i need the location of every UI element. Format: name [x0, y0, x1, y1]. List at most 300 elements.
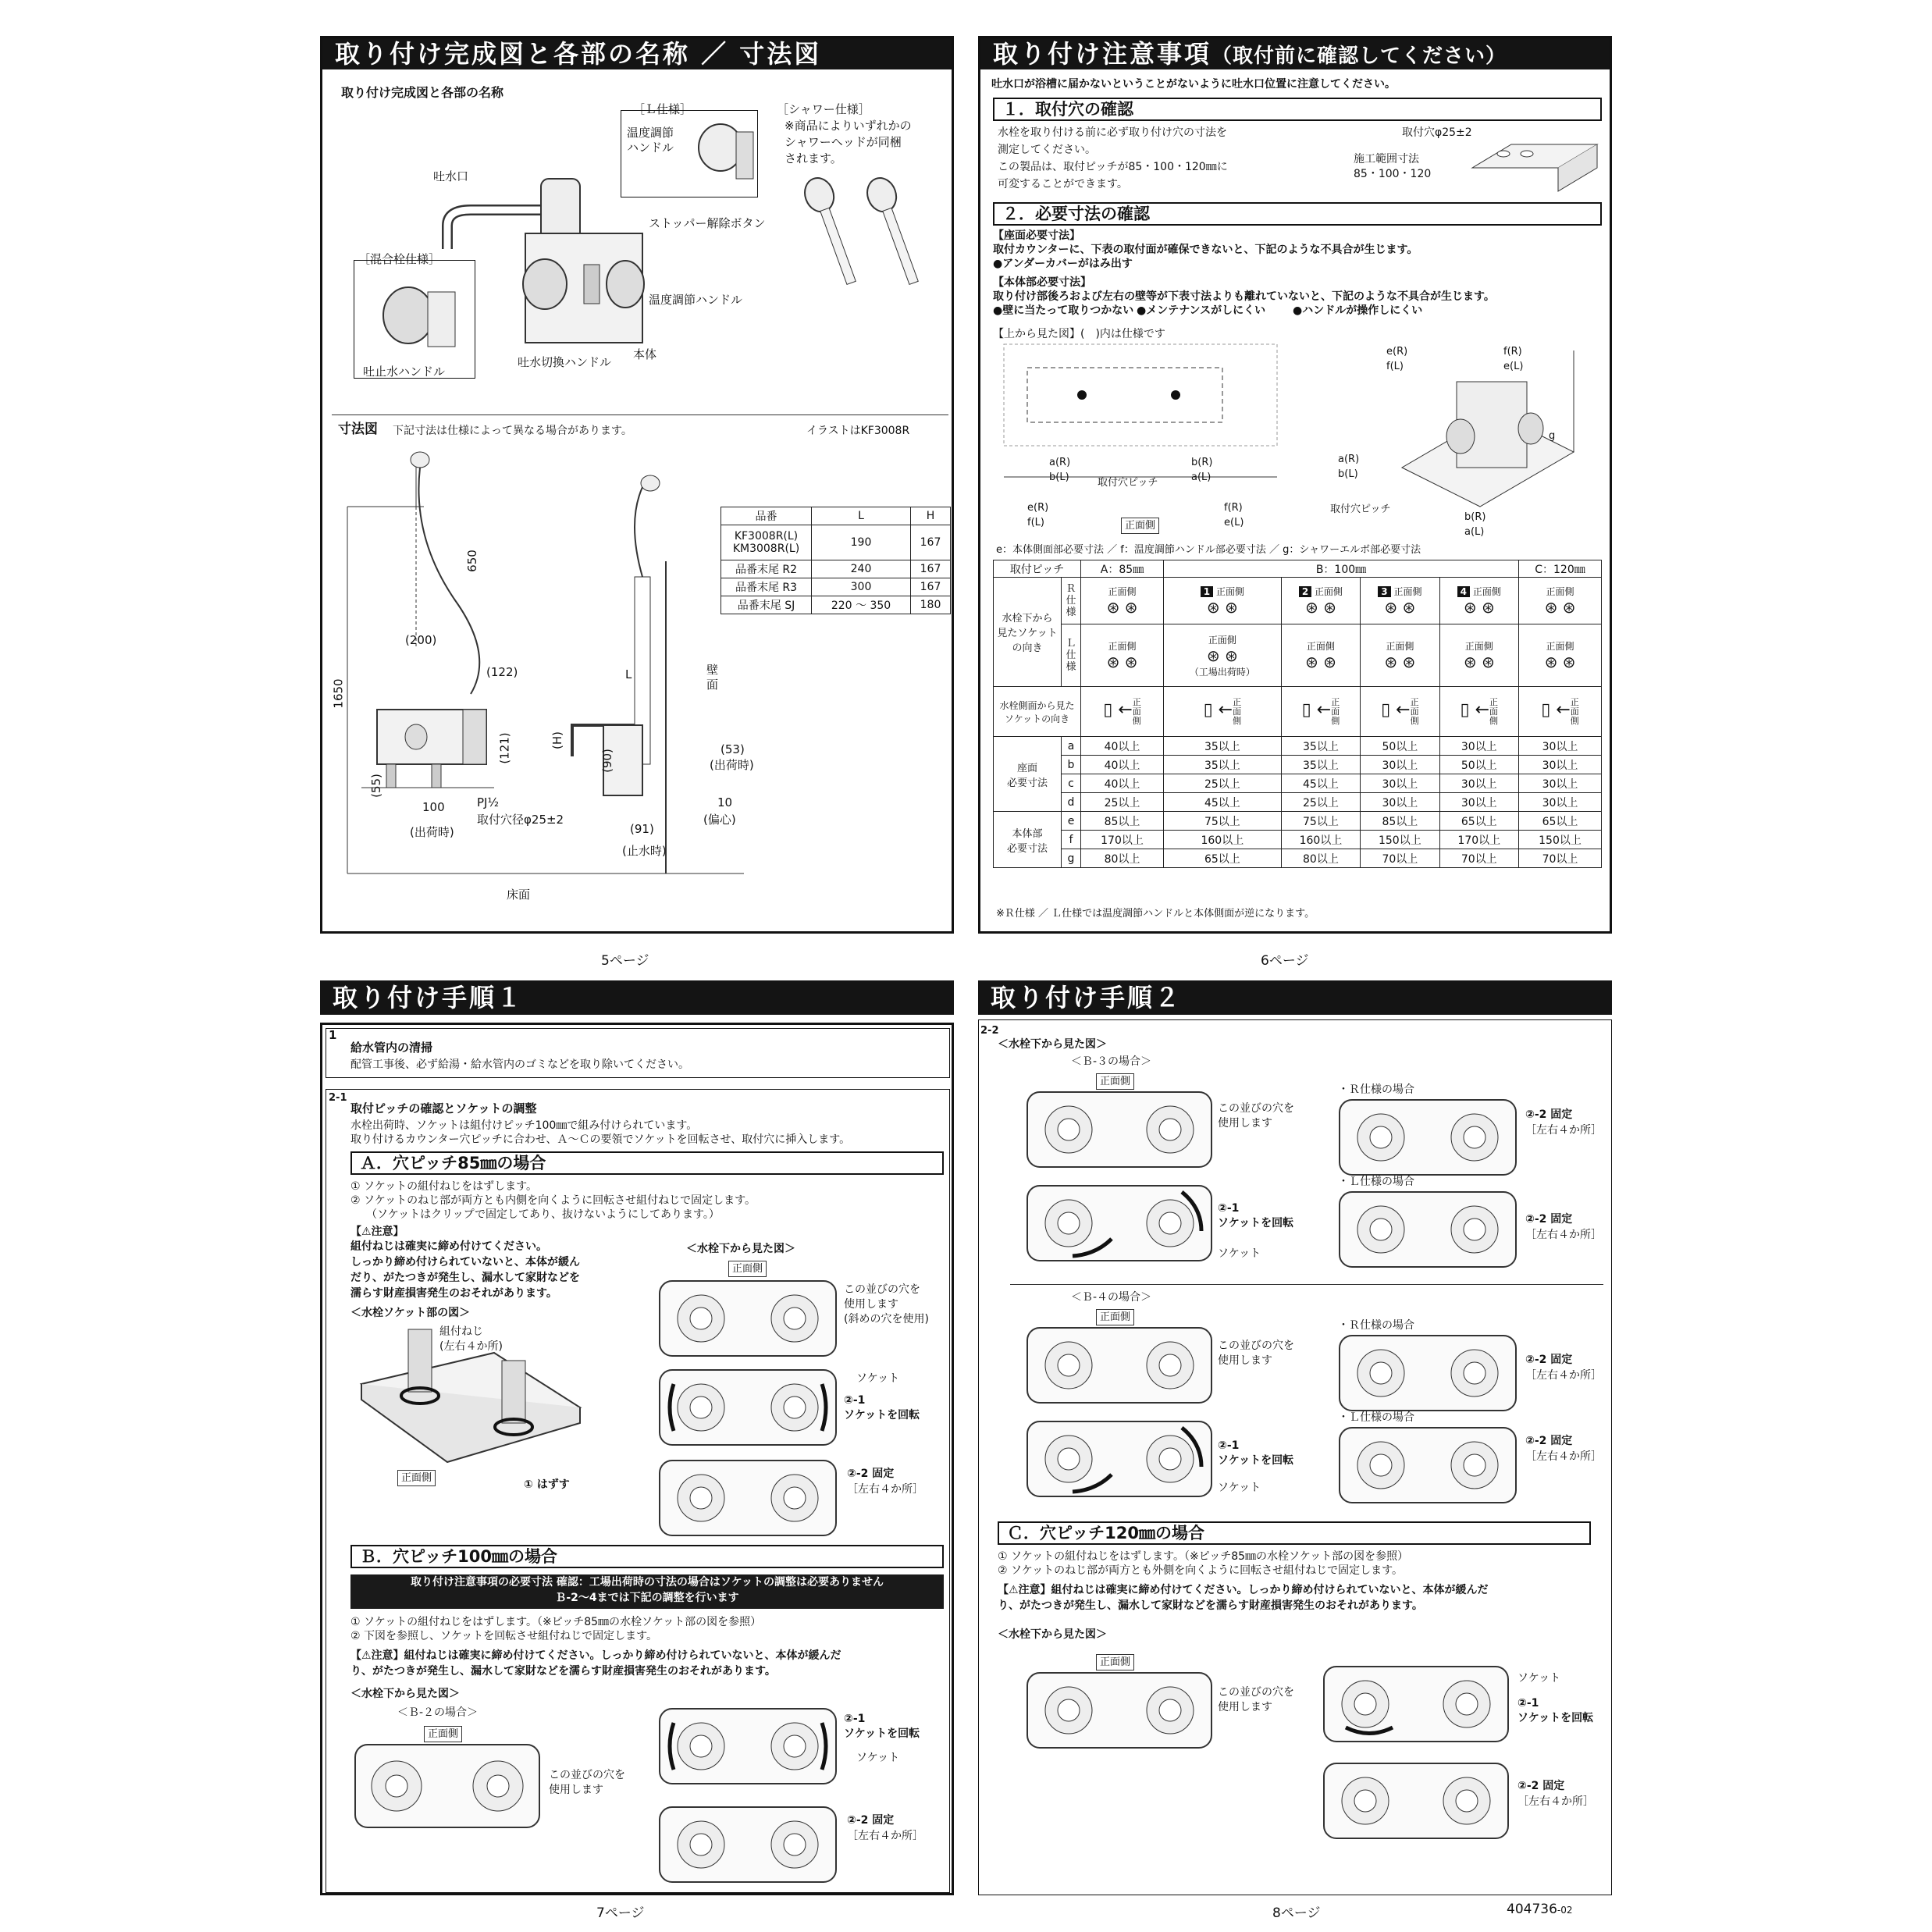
dim-stop: (止水時): [622, 844, 667, 858]
table-cell: 167: [911, 525, 951, 560]
dim-L: L: [625, 667, 632, 681]
row-value: 85以上: [1361, 812, 1439, 831]
mix-handle-illustration: [369, 272, 463, 358]
socket-plate-b3: [658, 1806, 838, 1884]
cell-front: 正面側: [1306, 641, 1335, 652]
cell-b2-l: [1281, 624, 1360, 687]
front-label: 正面側: [1096, 1309, 1134, 1325]
under-view-label: ＜水栓下から見た図＞: [998, 1038, 1107, 1051]
temp-handle-label: 温度調節ハンドル: [649, 293, 743, 307]
cell-c-l: [1519, 624, 1602, 687]
l-spec-label: ［Ｌ仕様］: [633, 102, 692, 116]
front-label: 正面側: [1096, 1654, 1134, 1670]
socket-label-2: ソケット: [856, 1752, 900, 1764]
socket-plate-c3: [1322, 1762, 1510, 1840]
row-value: 35以上: [1164, 756, 1282, 774]
row-value: 70以上: [1361, 849, 1439, 868]
side-cell: ▯ ←正 面 側: [1361, 687, 1439, 737]
fix-sub-label-2: ［左右４か所］: [847, 1830, 923, 1842]
row-key: g: [1062, 849, 1081, 868]
step-2-num: 2-1: [329, 1092, 347, 1104]
dim-ship-2: (出荷時): [710, 758, 754, 772]
r-case-label-b4: ・Ｒ仕様の場合: [1338, 1319, 1414, 1332]
remove-label: ① はずす: [524, 1478, 570, 1491]
step-2-text-2: 取り付けるカウンター穴ピッチに合わせ、Ａ〜Ｃの要領でソケットを回転させ、取付穴に挿入します。: [350, 1133, 851, 1146]
socket-icon: ⊛ ⊛: [1544, 598, 1576, 617]
step-2-text-1: 水栓出荷時、ソケットは組付けピッチ100㎜で組み付けられています。: [350, 1119, 698, 1132]
row-value: 30以上: [1519, 756, 1602, 774]
rotate-label-2: ②-1 ソケットを回転: [844, 1713, 920, 1740]
dim-100: 100: [422, 800, 445, 814]
row-value: 85以上: [1081, 812, 1164, 831]
cell-front: 正面側: [1315, 586, 1343, 597]
dim-g: g: [1549, 430, 1556, 442]
socket-plate-b3-1: [1026, 1091, 1213, 1169]
step-1-text: 配管工事後、必ず給湯・給水管内のゴミなどを取り除いてください。: [350, 1059, 689, 1071]
row-value: 75以上: [1164, 812, 1282, 831]
front-label: 正面側: [397, 1470, 436, 1486]
row-value: 80以上: [1281, 849, 1360, 868]
th-pitch: 取付ピッチ: [994, 560, 1081, 578]
row-value: 35以上: [1164, 737, 1282, 756]
socket-plate-b3-l: [1338, 1190, 1517, 1268]
b2-case-label: ＜Ｂ-２の場合＞: [397, 1706, 479, 1719]
row-value: 30以上: [1361, 756, 1439, 774]
cell-b3-l: [1361, 624, 1439, 687]
b3-case-label: ＜Ｂ-３の場合＞: [1071, 1055, 1152, 1068]
dim-ship-1: (出荷時): [410, 825, 454, 839]
c-caution: 【⚠注意】組付ねじは確実に締め付けてください。しっかり締め付けられていないと、本体が緩んだ り、がたつきが発生し、漏水して家財などを濡らす財産損害発生のおそれがあります。: [998, 1584, 1489, 1612]
row-value: 30以上: [1519, 793, 1602, 812]
socket-icon: ⊛ ⊛: [1463, 653, 1495, 671]
row-key: a: [1062, 737, 1081, 756]
table-cell: 220 〜 350: [812, 596, 911, 614]
row-value: 50以上: [1439, 756, 1518, 774]
dim-e-f-top: e(R) f(L): [1386, 346, 1408, 372]
dim-55: (55): [368, 774, 383, 798]
l-spec-handle-label: 温度調節 ハンドル: [627, 126, 674, 155]
under-view-label: ＜水栓下から見た図＞: [686, 1243, 795, 1255]
caution-label: 【⚠注意】: [350, 1226, 404, 1238]
row-value: 65以上: [1439, 812, 1518, 831]
required-dimension-table: [993, 560, 1602, 868]
l-spec-handle-illustration: [689, 116, 756, 194]
dim-f-e-top: f(R) e(L): [1503, 346, 1524, 372]
table-header: L: [812, 507, 911, 525]
section-1-text: 水栓を取り付ける前に必ず取り付け穴の寸法を 測定してください。 この製品は、取付ピッチが85・100・120㎜に 可変することができます。: [998, 126, 1228, 190]
table-cell: 167: [911, 578, 951, 596]
socket-plate-b3-r: [1338, 1098, 1517, 1176]
cell-front: 正面側: [1215, 586, 1244, 597]
row-value: 35以上: [1281, 737, 1360, 756]
page-5-number: 5ページ: [601, 953, 649, 969]
socket-label-c: ソケット: [1517, 1672, 1561, 1685]
b4-case-label: ＜Ｂ-４の場合＞: [1071, 1291, 1152, 1304]
dim-90: (90): [600, 749, 614, 773]
socket-icon: ⊛ ⊛: [1544, 653, 1576, 671]
row-value: 150以上: [1519, 831, 1602, 849]
row-value: 35以上: [1281, 756, 1360, 774]
page-6-title: 取り付け注意事項: [993, 39, 1212, 69]
range-label: 施工範囲寸法 85・100・120: [1354, 153, 1432, 180]
socket-plate-a1: [658, 1279, 838, 1357]
doc-rev: -02: [1557, 1905, 1573, 1916]
dim-a-b-left: a(R) b(L): [1338, 454, 1360, 480]
socket-label-b4: ソケット: [1218, 1482, 1261, 1494]
spout-label: 吐水口: [433, 169, 469, 183]
fix-label-c: ②-2 固定: [1517, 1780, 1565, 1792]
row-value: 40以上: [1081, 737, 1164, 756]
dimension-drawing: [338, 444, 744, 913]
rotate-label: ②-1 ソケットを回転: [844, 1394, 920, 1421]
assembly-subtitle: 取り付け完成図と各部の名称: [341, 85, 504, 100]
dim-H: (H): [550, 731, 564, 749]
dim-200: (200): [405, 633, 437, 647]
a-step-1: ① ソケットの組付ねじをはずします。: [350, 1180, 538, 1193]
hole-dim-label: 取付穴φ25±2: [1402, 126, 1472, 139]
doc-no: 404736: [1507, 1902, 1557, 1917]
c-step-2: ② ソケットのねじ部が両方とも外側を向くように回転させ組付ねじで固定します。: [998, 1564, 1404, 1577]
row-value: 65以上: [1164, 849, 1282, 868]
fix-label: ②-2 固定: [1525, 1108, 1573, 1121]
row-value: 160以上: [1281, 831, 1360, 849]
table-cell: 190: [812, 525, 911, 560]
row-value: 30以上: [1439, 793, 1518, 812]
step-1-num: 1: [329, 1028, 337, 1042]
cell-b1-r: [1164, 578, 1282, 624]
cell-b2-r: [1281, 578, 1360, 624]
row-value: 30以上: [1519, 774, 1602, 793]
use-holes-label: この並びの穴を 使用します: [1218, 1102, 1294, 1130]
mix-spec-label: ［混合栓仕様］: [358, 252, 441, 266]
row-value: 30以上: [1439, 737, 1518, 756]
counter-illustration: [1464, 137, 1605, 199]
fix-sub-label: ［左右４か所］: [1525, 1124, 1602, 1137]
socket-icon: ⊛ ⊛: [1206, 646, 1238, 665]
cell-front: 正面側: [1393, 586, 1422, 597]
cell-b4-l: [1439, 624, 1518, 687]
legend-text: e：本体側面部必要寸法 ／ f：温度調節ハンドル部必要寸法 ／ g：シャワーエルボ部必要寸法: [996, 544, 1421, 556]
side-front: 正 面 側: [1489, 696, 1499, 726]
socket-icon: ⊛ ⊛: [1106, 653, 1138, 671]
page-7: [320, 1023, 954, 1895]
side-cell: ▯ ←正 面 側: [1281, 687, 1360, 737]
side-front: 正 面 側: [1570, 696, 1579, 726]
socket-plate-b3-2: [1026, 1184, 1213, 1262]
section-a-title: Ａ．穴ピッチ85㎜の場合: [350, 1151, 944, 1175]
dim-fe: f(R) e(L): [1224, 502, 1244, 528]
step-num: 2-2: [980, 1025, 999, 1037]
l-case-label-b4: ・Ｌ仕様の場合: [1338, 1411, 1414, 1424]
fix-sub-label-b4-l: ［左右４か所］: [1525, 1450, 1602, 1463]
fix-sub-label-l: ［左右４か所］: [1525, 1229, 1602, 1241]
socket-icon: ⊛ ⊛: [1463, 598, 1495, 617]
page-7-header: 取り付け手順１: [320, 980, 954, 1015]
divider: [1010, 1284, 1603, 1285]
a-step-2: ② ソケットのねじ部が両方とも内側を向くように回転させ組付ねじで固定します。: [350, 1194, 756, 1207]
page-5-header: 取り付け完成図と各部の名称 ／ 寸法図: [322, 38, 952, 69]
side-cell: ▯ ←正 面 側: [1164, 687, 1282, 737]
num-badge: 3: [1378, 586, 1390, 597]
use-holes-label-c: この並びの穴を 使用します: [1218, 1686, 1294, 1713]
body-bullet-3: ●ハンドルが操作しにくい: [1293, 304, 1423, 317]
row-value: 25以上: [1281, 793, 1360, 812]
row-key: d: [1062, 793, 1081, 812]
row-key: b: [1062, 756, 1081, 774]
dim-10: 10: [717, 795, 733, 809]
row-key: f: [1062, 831, 1081, 849]
cell-front: 正面側: [1546, 641, 1574, 652]
row-value: 25以上: [1081, 793, 1164, 812]
socket-plate-b4-l: [1338, 1426, 1517, 1504]
top-front-label: 正面側: [1121, 518, 1159, 534]
seat-group-label: 座面 必要寸法: [994, 737, 1062, 812]
row-value: 70以上: [1439, 849, 1518, 868]
dimension-title: 寸法図: [338, 422, 378, 437]
row-value: 40以上: [1081, 774, 1164, 793]
intro-text: 吐水口が浴槽に届かないということがないように吐水口位置に注意してください。: [991, 78, 1396, 91]
row-value: 80以上: [1081, 849, 1164, 868]
socket-plate-b4-r: [1338, 1334, 1517, 1412]
step-1-title: 給水管内の清掃: [350, 1041, 433, 1055]
socket-plate-b2: [658, 1707, 838, 1785]
b-step-2: ② 下図を参照し、ソケットを回転させ組付ねじで固定します。: [350, 1630, 658, 1642]
num-badge: 4: [1457, 586, 1470, 597]
l-case-label: ・Ｌ仕様の場合: [1338, 1176, 1414, 1188]
fix-sub-label-b4: ［左右４か所］: [1525, 1369, 1602, 1382]
socket-icon: ⊛ ⊛: [1384, 598, 1416, 617]
shower-head-illustrations: [791, 171, 931, 304]
fix-label-b4: ②-2 固定: [1525, 1354, 1573, 1366]
side-front: 正 面 側: [1410, 696, 1419, 726]
side-label: 水栓側面から見た ソケットの向き: [994, 687, 1081, 737]
fix-label-l: ②-2 固定: [1525, 1213, 1573, 1226]
page-8-number: 8ページ: [1272, 1905, 1321, 1921]
page-8-header: 取り付け手順２: [978, 980, 1612, 1015]
row-value: 30以上: [1361, 774, 1439, 793]
use-holes-label-b4: この並びの穴を 使用します: [1218, 1340, 1294, 1367]
fix-sub-label: ［左右４か所］: [847, 1483, 923, 1496]
c-step-1: ① ソケットの組付ねじをはずします。（※ピッチ85㎜の水栓ソケット部の図を参照）: [998, 1550, 1409, 1563]
body-text: 取り付け部後ろおよび左右の壁等が下表寸法よりも離れていないと、下記のような不具合が生じます。: [993, 290, 1495, 303]
side-front: 正 面 側: [1233, 696, 1242, 726]
section-2-title: ２．必要寸法の確認: [993, 202, 1602, 226]
fix-label: ②-2 固定: [847, 1468, 895, 1480]
under-view-label-2: ＜水栓下から見た図＞: [998, 1628, 1107, 1641]
table-header: H: [911, 507, 951, 525]
side-cell: ▯ ←正 面 側: [1081, 687, 1164, 737]
dim-121: (121): [497, 732, 512, 764]
top-view-label: 【上から見た図】( )内は仕様です: [993, 328, 1165, 340]
socket-plate-a2: [658, 1368, 838, 1446]
dim-122: (122): [486, 665, 518, 679]
use-holes-label: この並びの穴を 使用します (斜めの穴を使用): [844, 1283, 929, 1325]
a-step-2b: （ソケットはクリップで固定してあり、抜けないようにしてあります。）: [366, 1208, 720, 1221]
dim-ba: b(R) a(L): [1191, 457, 1213, 483]
socket-label: 水栓下から 見たソケット の向き: [994, 578, 1062, 687]
section-c-title: Ｃ．穴ピッチ120㎜の場合: [998, 1521, 1591, 1545]
caution-text: 組付ねじは確実に締め付けてください。 しっかり締め付けられていないと、本体が緩ん だり、がたつきが発生し、漏水して家財などを 濡らす財産損害発生のおそれがあります。: [350, 1240, 580, 1300]
table-header: 品番: [721, 507, 812, 525]
side-cell: ▯ ←正 面 側: [1439, 687, 1518, 737]
cell-b1-l: [1164, 624, 1282, 687]
seat-bullet: ●アンダーカバーがはみ出す: [993, 258, 1133, 270]
socket-plate-c1: [1026, 1671, 1213, 1749]
use-holes-label-2: この並びの穴を 使用します: [549, 1769, 625, 1796]
front-label: 正面側: [424, 1726, 462, 1742]
socket-icon: ⊛ ⊛: [1206, 598, 1238, 617]
row-value: 45以上: [1281, 774, 1360, 793]
cell-front: 正面側: [1108, 586, 1137, 597]
l-spec-label: Ｌ 仕 様: [1062, 624, 1081, 687]
rotate-label-b4: ②-1 ソケットを回転: [1218, 1439, 1294, 1467]
cell-front: 正面側: [1108, 641, 1137, 652]
cell-front: 正面側: [1472, 586, 1501, 597]
socket-plate-c2: [1322, 1665, 1510, 1743]
page-6-header: [980, 38, 1610, 69]
dimension-note: 下記寸法は仕様によって異なる場合があります。: [393, 425, 632, 437]
row-value: 75以上: [1281, 812, 1360, 831]
cell-front: 正面側: [1464, 641, 1493, 652]
row-value: 170以上: [1081, 831, 1164, 849]
cell-a-l: [1081, 624, 1164, 687]
rotate-label-c: ②-1 ソケットを回転: [1517, 1697, 1594, 1724]
dim-pj: PJ½: [477, 795, 500, 809]
dim-650: 650: [464, 550, 479, 572]
body-title: 【本体部必要寸法】: [993, 276, 1091, 289]
b-caution: 【⚠注意】組付ねじは確実に締め付けてください。しっかり締め付けられていないと、本体が緩んだ り、がたつきが発生し、漏水して家財などを濡らす財産損害発生のおそれがあります。: [350, 1649, 841, 1678]
front-label: 正面側: [1096, 1073, 1134, 1090]
num-badge: 2: [1299, 586, 1311, 597]
side-front: 正 面 側: [1331, 696, 1340, 726]
num-badge: 1: [1201, 586, 1213, 597]
row-value: 30以上: [1519, 737, 1602, 756]
b-step-1: ① ソケットの組付ねじをはずします。（※ピッチ85㎜の水栓ソケット部の図を参照）: [350, 1616, 762, 1628]
cell-front: 正面側: [1546, 586, 1574, 597]
stop-handle-label: 吐止水ハンドル: [363, 365, 446, 379]
factory-label: （工場出荷時）: [1189, 666, 1255, 678]
document-number: [1507, 1902, 1573, 1917]
table-cell: 167: [911, 560, 951, 578]
table-cell: 240: [812, 560, 911, 578]
th-a: A：85㎜: [1081, 560, 1164, 578]
persp-pitch-label: 取付穴ピッチ: [1330, 503, 1391, 515]
rotate-label: ②-1 ソケットを回転: [1218, 1202, 1294, 1229]
socket-plate-b4-2: [1026, 1420, 1213, 1498]
dim-91: (91): [630, 822, 654, 836]
cell-front: 正面側: [1386, 641, 1414, 652]
stopper-button-label: ストッパー解除ボタン: [649, 216, 766, 230]
row-value: 40以上: [1081, 756, 1164, 774]
table-cell: 300: [812, 578, 911, 596]
row-value: 70以上: [1519, 849, 1602, 868]
section-1-title: １．取付穴の確認: [993, 98, 1602, 121]
table-cell: 品番末尾 R3: [721, 578, 812, 596]
seat-text: 取付カウンターに、下表の取付面が確保できないと、下記のような不具合が生じます。: [993, 244, 1418, 256]
section-b-bar: 取り付け注意事項の必要寸法 確認：工場出荷時の寸法の場合はソケットの調整は必要ありません Ｂ-2〜4までは下記の調整を行います: [350, 1574, 944, 1609]
fix-sub-label-c: ［左右４か所］: [1517, 1795, 1594, 1808]
socket-plate-b4-1: [1026, 1326, 1213, 1404]
screw-label: 組付ねじ (左右４か所): [439, 1325, 503, 1353]
row-value: 160以上: [1164, 831, 1282, 849]
body-group-label: 本体部 必要寸法: [994, 812, 1062, 868]
dim-floor: 床面: [507, 888, 531, 902]
row-key: e: [1062, 812, 1081, 831]
socket-icon: ⊛ ⊛: [1304, 653, 1336, 671]
top-pitch-label: 取付穴ピッチ: [1098, 477, 1158, 489]
row-value: 25以上: [1164, 774, 1282, 793]
shower-spec-label: ［シャワー仕様］: [777, 102, 870, 116]
seat-title: 【座面必要寸法】: [993, 229, 1080, 242]
under-view-label-2: ＜水栓下から見た図＞: [350, 1688, 460, 1700]
body-bullet-1: ●壁に当たって取りつかない: [993, 304, 1134, 317]
row-value: 150以上: [1361, 831, 1439, 849]
socket-icon: ⊛ ⊛: [1304, 598, 1336, 617]
side-cell: ▯ ←正 面 側: [1519, 687, 1602, 737]
row-value: 65以上: [1519, 812, 1602, 831]
socket-label: ソケット: [1218, 1247, 1261, 1260]
fix-label-2: ②-2 固定: [847, 1814, 895, 1827]
table-cell: 品番末尾 SJ: [721, 596, 812, 614]
socket-icon: ⊛ ⊛: [1106, 598, 1138, 617]
row-value: 30以上: [1439, 774, 1518, 793]
table-cell: 品番末尾 R2: [721, 560, 812, 578]
page-8: [978, 1019, 1612, 1895]
r-case-label: ・Ｒ仕様の場合: [1338, 1083, 1414, 1096]
dim-offset: (偏心): [703, 813, 736, 827]
table-cell: 180: [911, 596, 951, 614]
table-cell: KF3008R(L) KM3008R(L): [721, 525, 812, 560]
model-table: [720, 507, 951, 614]
socket-label: ソケット: [856, 1372, 900, 1385]
illustration-note: イラストはKF3008R: [806, 425, 910, 437]
row-value: 170以上: [1439, 831, 1518, 849]
section-b-title: Ｂ．穴ピッチ100㎜の場合: [350, 1545, 944, 1568]
cell-b3-r: [1361, 578, 1439, 624]
row-key: c: [1062, 774, 1081, 793]
row-value: 45以上: [1164, 793, 1282, 812]
cell-a-r: [1081, 578, 1164, 624]
cell-c-r: [1519, 578, 1602, 624]
page-6-number: 6ページ: [1261, 953, 1309, 969]
cell-front: 正面側: [1208, 634, 1236, 646]
socket-view-label: ＜水栓ソケット部の図＞: [350, 1307, 471, 1319]
dim-ef: e(R) f(L): [1027, 502, 1049, 528]
dim-53: (53): [720, 742, 745, 756]
page-6: [978, 36, 1612, 934]
body-bullet-2: ●メンテナンスがしにくい: [1137, 304, 1266, 317]
front-label: 正面側: [728, 1261, 767, 1277]
th-b: B：100㎜: [1164, 560, 1519, 578]
page-6-subtitle: （取付前に確認してください）: [1212, 44, 1507, 68]
body-label: 本体: [633, 347, 657, 361]
th-c: C：120㎜: [1519, 560, 1602, 578]
row-value: 30以上: [1361, 793, 1439, 812]
page-7-number: 7ページ: [596, 1905, 645, 1921]
fix-label-b4-l: ②-2 固定: [1525, 1435, 1573, 1447]
dim-wall: 壁 面: [706, 663, 719, 692]
socket-icon: ⊛ ⊛: [1384, 653, 1416, 671]
page-5: [320, 36, 954, 934]
socket-plate-a3: [658, 1459, 838, 1537]
side-front: 正 面 側: [1132, 696, 1141, 726]
shower-note: ※商品によりいずれかの シャワーヘッドが同梱 されます。: [785, 119, 912, 165]
dim-ab: a(R) b(L): [1049, 457, 1071, 483]
dim-hole: 取付穴径φ25±2: [477, 813, 564, 827]
socket-plate-b1: [354, 1743, 541, 1829]
dim-1650: 1650: [331, 678, 346, 709]
step-2-title: 取付ピッチの確認とソケットの調整: [350, 1101, 537, 1115]
